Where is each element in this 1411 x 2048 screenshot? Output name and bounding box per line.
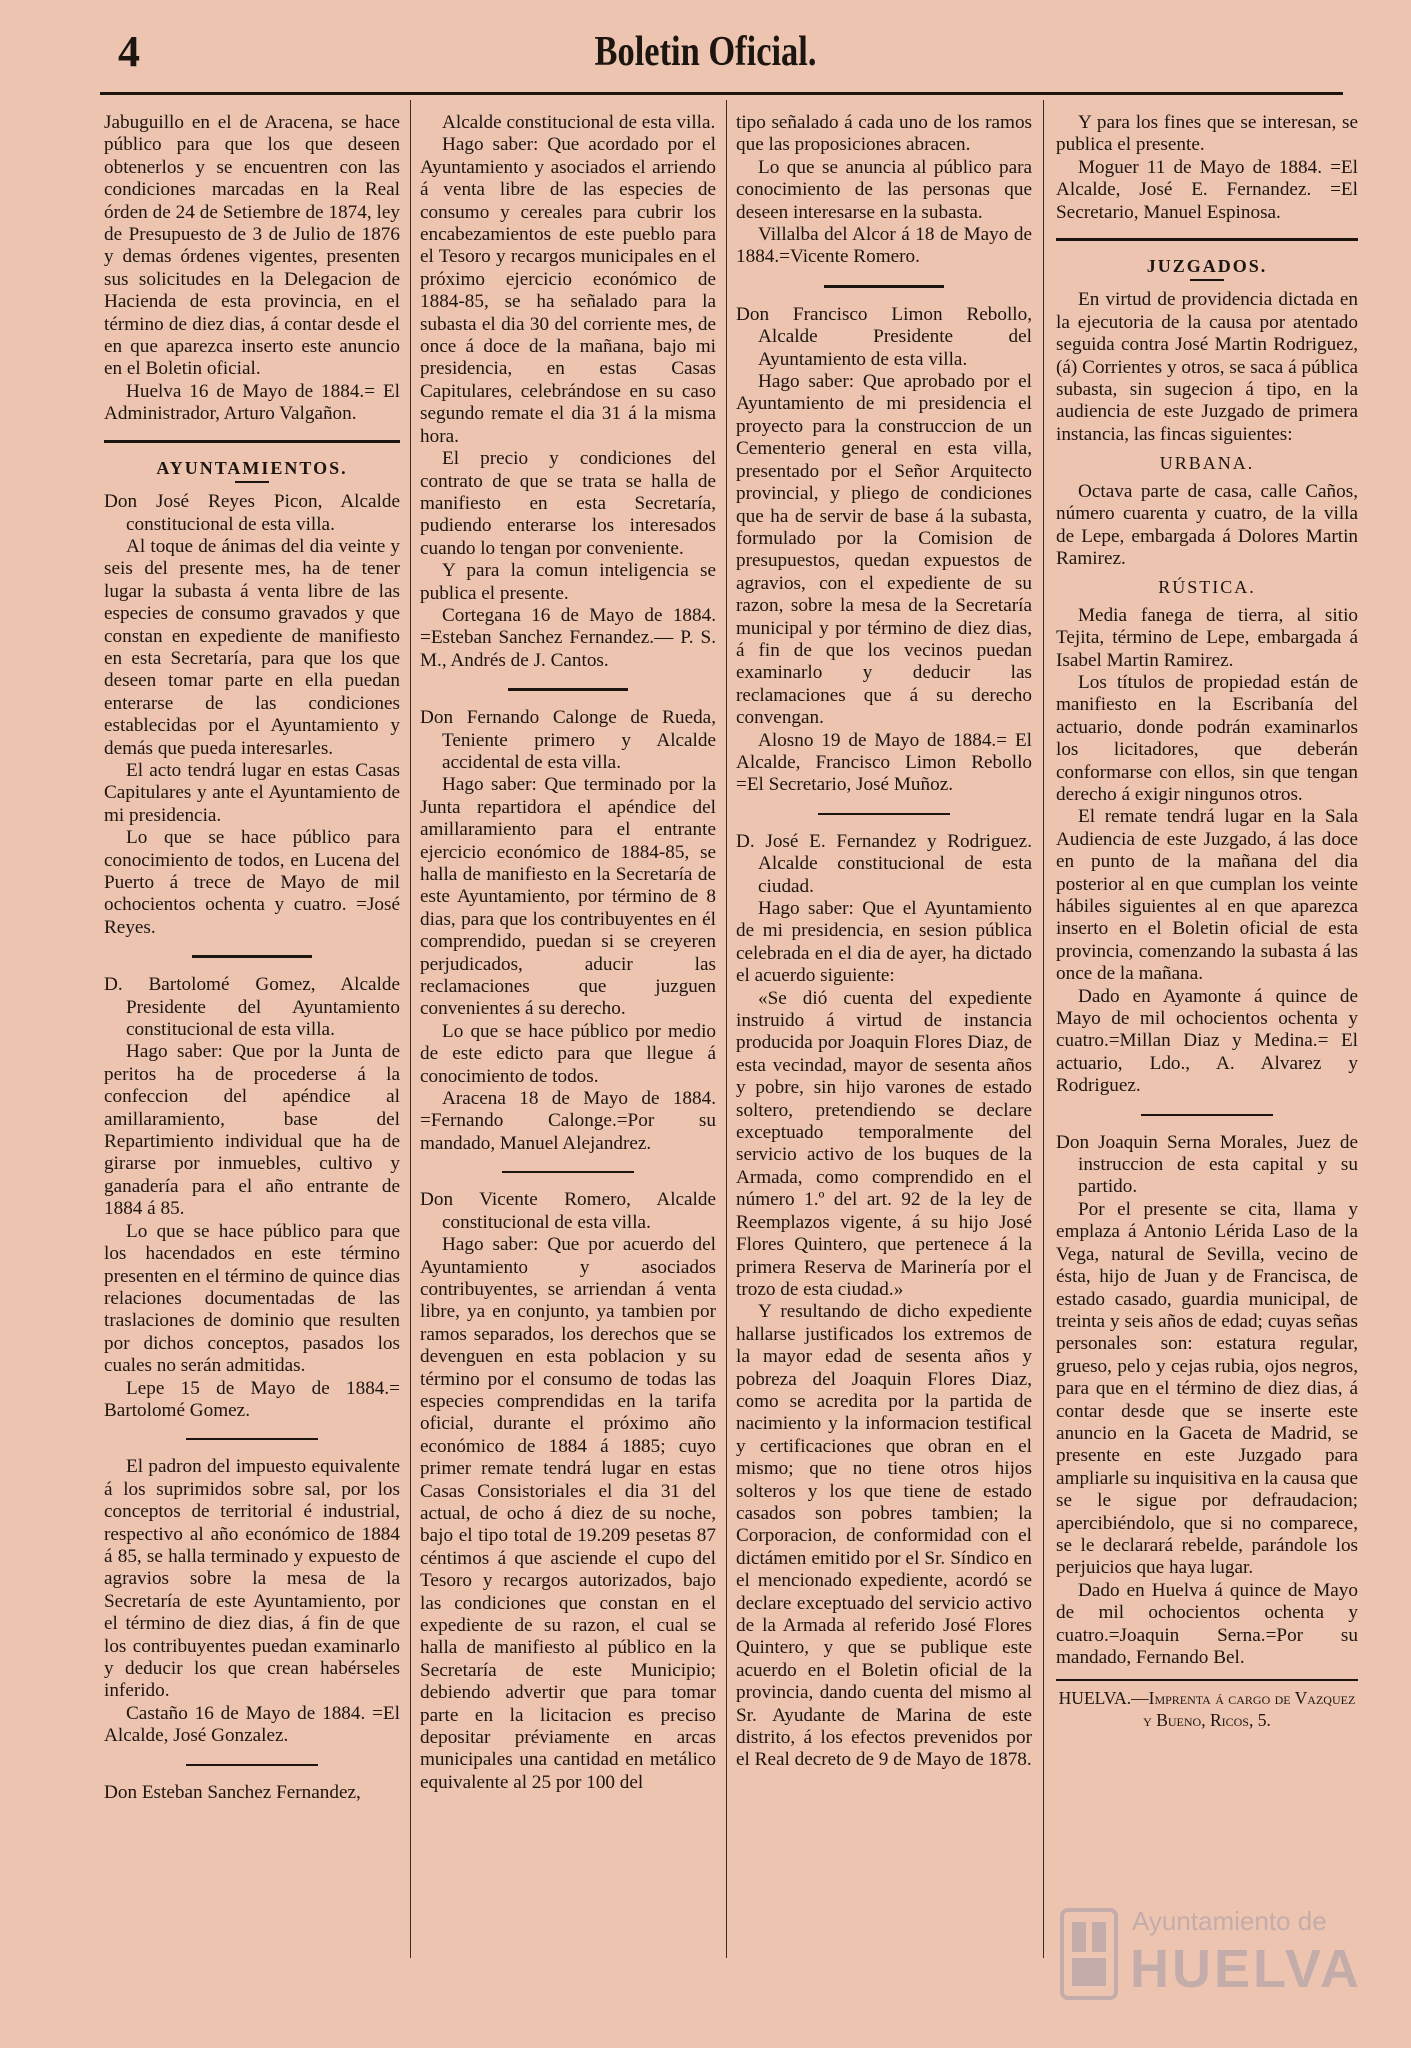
separator	[502, 1171, 634, 1173]
signature: Aracena 18 de Mayo de 1884. =Fernando Calonge.=Por su mandado, Manuel Alejandrez.	[420, 1088, 716, 1154]
section-heading-juzgados: JUZGADOS.	[1146, 256, 1268, 277]
paragraph: Lo que se anuncia al público para conocimiento de las personas que deseen interesarse en la subasta.	[736, 156, 1032, 223]
section-rule	[104, 440, 400, 443]
section-rule	[1056, 238, 1358, 241]
notice-heading: Don Joaquin Serna Morales, Juez de instruccion de esta capital y su partido.	[1056, 1131, 1358, 1198]
paragraph: Los títulos de propiedad están de manifiesto en la Escribanía del actuario, donde podrán examinarlos los licitadores, que deberán conformarse con ellos, sin que tengan derecho á exigir ningunos otros.	[1056, 671, 1358, 805]
separator	[186, 1764, 318, 1766]
signature: Dado en Ayamonte á quince de Mayo de mil ochocientos ochenta y cuatro.=Millan Diaz y Medina.= El actuario, Ldo., A. Alvarez y Rodriguez.	[1056, 985, 1358, 1097]
signature: Dado en Huelva á quince de Mayo de mil ochocientos ochenta y cuatro.=Joaquin Serna.=Por su mandado, Fernando Bel.	[1056, 1579, 1358, 1668]
column-4	[1056, 112, 1358, 1731]
notice-heading: D. José E. Fernandez y Rodriguez. Alcalde constitucional de esta ciudad.	[736, 830, 1032, 897]
paragraph: En virtud de providencia dictada en la ejecutoria de la causa por atentado seguida contra José Martin Rodriguez, (á) Corrientes y otros, se saca á pública subasta, sin sugecion á tipo, en la audiencia de este Juzgado de primera instancia, las fincas siguientes:	[1056, 289, 1358, 445]
signature: Moguer 11 de Mayo de 1884. =El Alcalde, José E. Fernandez. =El Secretario, Manuel Espinosa.	[1056, 156, 1358, 223]
notice-heading: Don Vicente Romero, Alcalde constitucional de esta villa.	[420, 1189, 716, 1233]
newspaper-title: Boletin Oficial.	[594, 29, 817, 75]
paragraph: Media fanega de tierra, al sitio Tejita, término de Lepe, embargada á Isabel Martin Ramirez.	[1056, 604, 1358, 671]
paragraph: Jabuguillo en el de Aracena, se hace público para que los que deseen obtenerlos y se encuentren con las condiciones marcadas en la Real órden de 24 de Setiembre de 1874, ley de Presupuesto de 3 de Julio de 1876 y demas órdenes vigentes, presenten sus solicitudes en la Delegacion de Hacienda de esta provincia, en el término de diez dias, á contar desde el en que aparezca inserto este anuncio en el Boletin oficial.	[104, 112, 400, 380]
watermark-text: Ayuntamiento de	[1132, 1906, 1327, 1936]
column-divider	[410, 100, 411, 1958]
page-header	[0, 0, 1411, 96]
section-heading-ayuntamientos: AYUNTAMIENTOS.	[156, 457, 348, 478]
signature: Alosno 19 de Mayo de 1884.= El Alcalde, Francisco Limon Rebollo =El Secretario, José Muñoz.	[736, 729, 1032, 796]
separator	[186, 1438, 318, 1440]
heading-dash	[1190, 279, 1224, 281]
paragraph: El padron del impuesto equivalente á los suprimidos sobre sal, por los conceptos de territorial é industrial, respectivo al año económico de 1884 á 85, se halla terminado y expuesto de agravios sobre la mesa de la Secretaría de este Ayuntamiento, por el término de diez dias, á fin de que los contribuyentes puedan examinarlo y deducir los que crean habérseles inferido.	[104, 1456, 400, 1702]
header-rule	[100, 92, 1343, 95]
paragraph: Lo que se hace público para conocimiento de todos, en Lucena del Puerto á trece de Mayo de mil ochocientos ochenta y cuatro. =José Reyes.	[104, 827, 400, 938]
paragraph: El precio y condiciones del contrato de que se trata se halla de manifiesto en esta Secretaría, pudiendo enterarse los interesados cuando lo tengan por conveniente.	[420, 448, 716, 559]
paragraph: Lo que se hace público por medio de este edicto para que llegue á conocimiento de todos.	[420, 1020, 716, 1087]
paragraph: Por el presente se cita, llama y emplaza á Antonio Lérida Laso de la Vega, natural de Sevilla, vecino de ésta, hijo de Juan y de Francisca, de estado casado, guardia municipal, de treinta y seis años de edad; cuyas señas personales son: estatura regular, grueso, pelo y cejas rubia, ojos negros, para que en el término de diez dias, á contar desde que se inserte este anuncio en la Gaceta de Madrid, se presente en este Juzgado para ampliarle su inquisitiva en la causa que se le sigue por defraudacion; apercibiéndolo, que si no comparece, se le declarará rebelde, parándole los perjuicios que haya lugar.	[1056, 1198, 1358, 1579]
coat-of-arms-icon	[1058, 1906, 1120, 2002]
notice-heading: Don Fernando Calonge de Rueda, Teniente primero y Alcalde accidental de esta villa.	[420, 707, 716, 773]
paragraph: Y para los fines que se interesan, se publica el presente.	[1056, 112, 1358, 156]
watermark-text: HUELVA	[1130, 1939, 1362, 1999]
separator	[1141, 1114, 1273, 1116]
paragraph: El remate tendrá lugar en la Sala Audiencia de este Juzgado, á las doce en punto de la mañana del dia posterior al en que cumplan los veinte hábiles siguientes al en que aparezca inserto en el Boletin oficial de esta provincia, comenzando la subasta á las once de la mañana.	[1056, 806, 1358, 985]
signature: Lepe 15 de Mayo de 1884.= Bartolomé Gomez.	[104, 1377, 400, 1421]
paragraph: Hago saber: Que acordado por el Ayuntamiento y asociados el arriendo á venta libre de las especies de consumo y cereales para cubrir los encabezamientos de este pueblo para el Tesoro y recargos municipales en el próximo ejercicio económico de 1884-85, se ha señalado para la subasta el dia 30 del corriente mes, de once á doce de la mañana, bajo mi presidencia, en estas Casas Capitulares, celebrándose en su caso segundo remate el dia 31 á la misma hora.	[420, 134, 716, 447]
notice-heading: D. Bartolomé Gomez, Alcalde Presidente del Ayuntamiento constitucional de esta villa.	[104, 974, 400, 1041]
paragraph: Y para la comun inteligencia se publica el presente.	[420, 560, 716, 604]
separator	[508, 688, 628, 691]
separator	[192, 955, 312, 958]
column-1	[104, 112, 400, 1804]
signature: Cortegana 16 de Mayo de 1884. =Esteban Sanchez Fernandez.— P. S. M., Andrés de J. Cantos.	[420, 604, 716, 671]
separator	[824, 285, 944, 288]
paragraph: Al toque de ánimas del dia veinte y seis del presente mes, ha de tener lugar la subasta á venta libre de las especies de consumo gravados y que constan en expediente de manifiesto en esta Secretaría, para que los que deseen tomar parte en ella puedan enterarse de las condiciones establecidas por el Ayuntamiento y demás que pueda interesarles.	[104, 535, 400, 759]
notice-heading: Don José Reyes Picon, Alcalde constitucional de esta villa.	[104, 491, 400, 535]
printer-imprint: HUELVA.—Imprenta á cargo de Vazquez y Bueno, Ricos, 5.	[1056, 1679, 1358, 1731]
paragraph: Octava parte de casa, calle Caños, número cuarenta y cuatro, de la villa de Lepe, embargada á Dolores Martin Ramirez.	[1056, 480, 1358, 569]
paragraph: Hago saber: Que terminado por la Junta repartidora el apéndice del amillaramiento para el entrante ejercicio económico de 1884-85, se halla de manifiesto en la Secretaría de este Ayuntamiento, por término de 8 dias, para que los contribuyentes en él comprendido, puedan si se creyeren perjudicados, aducir las reclamaciones que juzguen convenientes á su derecho.	[420, 774, 716, 1020]
subheading-rustica: RÚSTICA.	[1158, 577, 1256, 598]
paragraph: Lo que se hace público para que los hacendados en este término presenten en el término de quince dias relaciones documentadas de las traslaciones de dominio que resulten por dichos conceptos, pasados los cuales no serán admitidas.	[104, 1220, 400, 1377]
notice-heading: Don Francisco Limon Rebollo, Alcalde Presidente del Ayuntamiento de esta villa.	[736, 303, 1032, 370]
column-2	[420, 112, 716, 1794]
paragraph: Hago saber: Que el Ayuntamiento de mi presidencia, en sesion pública celebrada en el dia de ayer, ha dictado el acuerdo siguiente:	[736, 898, 1032, 987]
subheading-urbana: URBANA.	[1159, 453, 1255, 474]
paragraph: Hago saber: Que por la Junta de peritos ha de procederse á la confeccion del apéndice al amillaramiento, base del Repartimiento individual que ha de girarse por inmuebles, cultivo y ganadería para el año entrante de 1884 á 85.	[104, 1041, 400, 1220]
paragraph: Y resultando de dicho expediente hallarse justificados los extremos de la mayor edad de sesenta años y pobreza del Joaquin Flores Diaz, como se acredita por la partida de nacimiento y la informacion testifical y certificaciones que obran en el mismo; que no tiene otros hijos solteros y los que tiene de estado casados son pobres tambien; la Corporacion, de conformidad con el dictámen emitido por el Sr. Síndico en el mencionado expediente, acordó se declare exceptuado del servicio activo de la Armada al referido José Flores Quintero, y que se publique este acuerdo en el Boletin oficial de la provincia, dando cuenta del mismo al Sr. Ayudante de Marina de este distrito, á los efectos prevenidos por el Real decreto de 9 de Mayo de 1878.	[736, 1301, 1032, 1771]
paragraph: Hago saber: Que aprobado por el Ayuntamiento de mi presidencia el proyecto para la construccion de un Cementerio general en esta villa, presentado por el Señor Arquitecto provincial, y pliego de condiciones que ha de servir de base á la subasta, formulado por la Comision de presupuestos, quedan expuestos de agravios, con el expediente de su razon, sobre la mesa de la Secretaría municipal y por término de diez dias, á fin de que los vecinos puedan examinarlo y deducir las reclamaciones que á su derecho convengan.	[736, 371, 1032, 729]
paragraph: Alcalde constitucional de esta villa.	[442, 112, 716, 133]
paragraph: El acto tendrá lugar en estas Casas Capitulares y ante el Ayuntamiento de mi presidencia.	[104, 759, 400, 826]
heading-dash	[235, 481, 269, 483]
column-3	[736, 112, 1032, 1772]
column-divider	[726, 100, 727, 1958]
notice-heading: Don Esteban Sanchez Fernandez,	[104, 1781, 361, 1803]
separator	[818, 813, 950, 815]
paragraph: Hago saber: Que por acuerdo del Ayuntamiento y asociados contribuyentes, se arriendan á venta libre, ya en conjunto, ya tambien por ramos separados, los derechos que se devenguen en esta poblacion y su término por el consumo de todas las especies comprendidas en la tarifa oficial, durante el próximo año económico de 1884 á 1885; cuyo primer remate tendrá lugar en estas Casas Consistoriales el dia 31 del actual, de ocho á diez de su noche, bajo el tipo total de 19.209 pesetas 87 céntimos á que asciende el cupo del Tesoro y recargos autorizados, bajo las condiciones que constan en el expediente de su razon, el cual se halla de manifiesto al público en la Secretaría de este Municipio; debiendo advertir que para tomar parte en la licitacion es preciso depositar préviamente en arcas municipales una cantidad en metálico equivalente al 25 por 100 del	[420, 1234, 716, 1793]
signature: Villalba del Alcor á 18 de Mayo de 1884.=Vicente Romero.	[736, 224, 1032, 268]
signature: Huelva 16 de Mayo de 1884.= El Administrador, Arturo Valgañon.	[104, 380, 400, 425]
page-number: 4	[118, 27, 140, 76]
column-divider	[1043, 100, 1044, 1958]
paragraph: tipo señalado á cada uno de los ramos que las proposiciones abracen.	[736, 112, 1032, 156]
signature: Castaño 16 de Mayo de 1884. =El Alcalde, José Gonzalez.	[104, 1702, 400, 1747]
archive-watermark	[1050, 1900, 1362, 2020]
quoted-resolution: «Se dió cuenta del expediente instruido á virtud de instancia producida por Joaquin Flores Diaz, de esta vecindad, mayor de sesenta años y pobre, sin hijo varones de estado soltero, pretendiendo se declare exceptuado temporalmente del servicio activo de los buques de la Armada, como comprendido en el número 1.º del art. 92 de la ley de Reemplazos vigente, á su hijo José Flores Quintero, que pertenece á la primera Reserva de Marinería por el trozo de esta ciudad.»	[736, 987, 1032, 1300]
